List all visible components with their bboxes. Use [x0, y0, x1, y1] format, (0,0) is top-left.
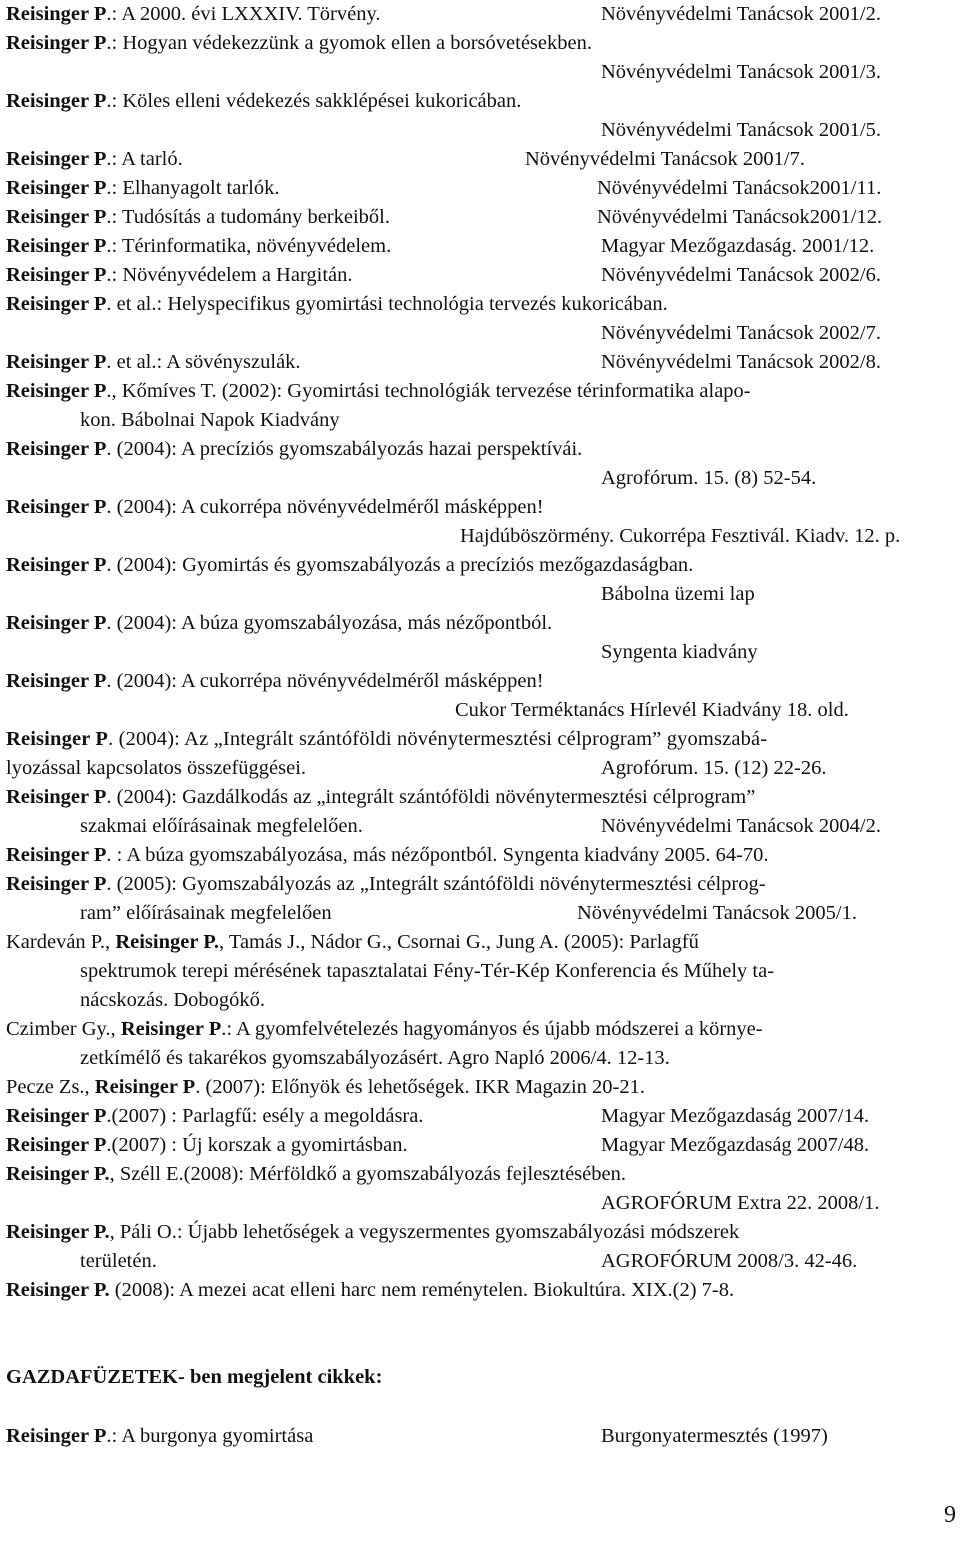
- author-name: Reisinger P: [6, 438, 107, 460]
- author-name: Reisinger P: [6, 1425, 107, 1447]
- author-name: Reisinger P: [6, 554, 107, 576]
- reference-continuation: nácskozás. Dobogókő.: [80, 989, 266, 1011]
- reference-source: Növényvédelmi Tanácsok 2001/7.: [525, 148, 806, 170]
- coauthor-prefix: Pecze Zs.,: [6, 1076, 95, 1098]
- reference-title: .: Köles elleni védekezés sakklépései kukoricában.: [106, 90, 522, 112]
- reference-source: AGROFÓRUM Extra 22. 2008/1.: [601, 1192, 880, 1214]
- reference-title: . : A búza gyomszabályozása, más nézőpontból. Syngenta kiadvány 2005. 64-70.: [106, 844, 769, 866]
- author-name: Reisinger P: [6, 351, 107, 373]
- author-name: Reisinger P: [6, 235, 107, 257]
- coauthor-prefix: Kardeván P.,: [6, 931, 116, 953]
- reference-title: , Páli O.: Újabb lehetőségek a vegyszermentes gyomszabályozási módszerek: [109, 1221, 740, 1243]
- reference-title: . et al.: Helyspecifikus gyomirtási technológia tervezés kukoricában.: [106, 293, 668, 315]
- reference-line: [6, 1015, 763, 1043]
- reference-title: . (2004): Az „Integrált szántóföldi növénytermesztési célprogram” gyomszabá-: [108, 728, 768, 750]
- author-name: Reisinger P: [6, 32, 107, 54]
- reference-title: ., Kőmíves T. (2002): Gyomirtási technológiák tervezése térinformatika alapo-: [106, 380, 751, 402]
- reference-line: [6, 783, 755, 811]
- coauthor-prefix: Czimber Gy.,: [6, 1018, 121, 1040]
- reference-title: .: A burgonya gyomirtása: [106, 1425, 314, 1447]
- author-name: Reisinger P: [6, 786, 107, 808]
- reference-title: , Széll E.(2008): Mérföldkő a gyomszabályozás fejlesztésében.: [109, 1163, 626, 1185]
- reference-title: , Tamás J., Nádor G., Csornai G., Jung A. (2005): Parlagfű: [218, 931, 699, 953]
- reference-line: [6, 609, 552, 637]
- author-name: Reisinger P: [6, 3, 107, 25]
- reference-line: [6, 0, 380, 28]
- reference-source: Bábolna üzemi lap: [601, 583, 755, 605]
- reference-line: [6, 232, 391, 260]
- reference-source: Növényvédelmi Tanácsok 2005/1.: [577, 902, 858, 924]
- reference-title: .: Tudósítás a tudomány berkeiből.: [106, 206, 390, 228]
- author-name: Reisinger P.: [6, 1279, 110, 1301]
- reference-title: .(2007) : Új korszak a gyomirtásban.: [106, 1134, 408, 1156]
- reference-title: .: A gyomfelvételezés hagyományos és újabb módszerei a környe-: [221, 1018, 763, 1040]
- reference-line: [6, 174, 279, 202]
- reference-line: [6, 261, 353, 289]
- section-heading: GAZDAFÜZETEK- ben megjelent cikkek:: [6, 1366, 383, 1388]
- reference-title: .: Hogyan védekezzünk a gyomok ellen a borsóvetésekben.: [106, 32, 592, 54]
- reference-line: [6, 551, 693, 579]
- reference-title: .: Térinformatika, növényvédelem.: [106, 235, 392, 257]
- reference-title: .: A 2000. évi LXXXIV. Törvény.: [106, 3, 381, 25]
- reference-title: . et al.: A sövényszulák.: [106, 351, 301, 373]
- reference-title: . (2004): A cukorrépa növényvédelméről másképpen!: [106, 496, 544, 518]
- author-name: Reisinger P: [6, 380, 107, 402]
- reference-line: [6, 1422, 313, 1450]
- reference-source: Növényvédelmi Tanácsok 2002/7.: [601, 322, 882, 344]
- reference-line: [6, 1276, 734, 1304]
- reference-line: [6, 667, 544, 695]
- reference-source: Növényvédelmi Tanácsok2001/12.: [597, 206, 883, 228]
- reference-source: Agrofórum. 15. (12) 22-26.: [601, 757, 827, 779]
- author-name: Reisinger P.: [115, 931, 219, 953]
- reference-line: [6, 1073, 645, 1101]
- author-name: Reisinger P: [6, 293, 107, 315]
- author-name: Reisinger P: [6, 148, 107, 170]
- author-name: Reisinger P: [6, 1134, 107, 1156]
- reference-source: Növényvédelmi Tanácsok 2001/2.: [601, 3, 882, 25]
- author-name: Reisinger P: [94, 1076, 196, 1098]
- reference-line: [6, 29, 592, 57]
- reference-continuation: területén.: [80, 1250, 157, 1272]
- author-name: Reisinger P: [6, 1105, 107, 1127]
- reference-line: [6, 870, 766, 898]
- reference-source: Növényvédelmi Tanácsok 2001/3.: [601, 61, 882, 83]
- reference-title: . (2004): A cukorrépa növényvédelméről másképpen!: [106, 670, 544, 692]
- reference-source: Syngenta kiadvány: [601, 641, 758, 663]
- reference-line: [6, 1218, 739, 1246]
- reference-line: [6, 203, 390, 231]
- reference-title: (2008): A mezei acat elleni harc nem reménytelen. Biokultúra. XIX.(2) 7-8.: [109, 1279, 735, 1301]
- reference-title: . (2007): Előnyök és lehetőségek. IKR Magazin 20-21.: [195, 1076, 645, 1098]
- reference-line: [6, 435, 582, 463]
- reference-continuation: zetkímélő és takarékos gyomszabályozásért. Agro Napló 2006/4. 12-13.: [80, 1047, 670, 1069]
- reference-title: . (2004): A precíziós gyomszabályozás hazai perspektívái.: [106, 438, 583, 460]
- reference-title: .(2007) : Parlagfű: esély a megoldásra.: [106, 1105, 424, 1127]
- reference-line: [6, 1102, 424, 1130]
- reference-continuation: ram” előírásainak megfelelően: [80, 902, 332, 924]
- author-name: Reisinger P.: [6, 1163, 110, 1185]
- reference-source: Magyar Mezőgazdaság 2007/48.: [601, 1134, 870, 1156]
- reference-source: Magyar Mezőgazdaság 2007/14.: [601, 1105, 870, 1127]
- reference-line: [6, 145, 183, 173]
- reference-source: Növényvédelmi Tanácsok2001/11.: [597, 177, 882, 199]
- reference-line: [6, 841, 769, 869]
- reference-line: [6, 493, 544, 521]
- reference-title: .: A tarló.: [106, 148, 183, 170]
- reference-source: Növényvédelmi Tanácsok 2002/6.: [601, 264, 882, 286]
- author-name: Reisinger P.: [6, 1221, 110, 1243]
- reference-line: [6, 1160, 626, 1188]
- author-name: Reisinger P: [6, 496, 107, 518]
- reference-title: .: Elhanyagolt tarlók.: [106, 177, 280, 199]
- reference-title: . (2005): Gyomszabályozás az „Integrált szántóföldi növénytermesztési célprog-: [106, 873, 766, 895]
- page-number: 9: [944, 1502, 956, 1528]
- reference-source: Növényvédelmi Tanácsok 2001/5.: [601, 119, 882, 141]
- reference-title: . (2004): Gazdálkodás az „integrált szántóföldi növénytermesztési célprogram”: [106, 786, 756, 808]
- reference-source: Hajdúböszörmény. Cukorrépa Fesztivál. Kiadv. 12. p.: [460, 525, 901, 547]
- author-name: Reisinger P: [6, 264, 107, 286]
- reference-source: Cukor Terméktanács Hírlevél Kiadvány 18. old.: [455, 699, 849, 721]
- reference-source: AGROFÓRUM 2008/3. 42-46.: [601, 1250, 858, 1272]
- author-name: Reisinger P: [6, 873, 107, 895]
- reference-continuation: lyozással kapcsolatos összefüggései.: [6, 757, 307, 779]
- author-name: Reisinger P: [6, 670, 107, 692]
- author-name: Reisinger P: [6, 177, 107, 199]
- author-name: Reisinger P: [120, 1018, 222, 1040]
- author-name: Reisinger P: [6, 206, 107, 228]
- reference-continuation: szakmai előírásainak megfelelően.: [80, 815, 363, 837]
- reference-source: Növényvédelmi Tanácsok 2002/8.: [601, 351, 882, 373]
- reference-line: [6, 87, 521, 115]
- reference-line: [6, 377, 751, 405]
- reference-title: . (2004): Gyomirtás és gyomszabályozás a precíziós mezőgazdaságban.: [106, 554, 694, 576]
- reference-source: Magyar Mezőgazdaság. 2001/12.: [601, 235, 875, 257]
- reference-line: [6, 725, 767, 753]
- reference-continuation: spektrumok terepi mérésének tapasztalatai Fény-Tér-Kép Konferencia és Műhely ta-: [80, 960, 775, 982]
- reference-title: .: Növényvédelem a Hargitán.: [106, 264, 353, 286]
- reference-line: [6, 928, 699, 956]
- author-name: Reisinger P: [6, 612, 107, 634]
- reference-continuation: kon. Bábolnai Napok Kiadvány: [80, 409, 340, 431]
- author-name: Reisinger P: [6, 728, 109, 750]
- reference-source: Agrofórum. 15. (8) 52-54.: [601, 467, 817, 489]
- reference-source: Burgonyatermesztés (1997): [601, 1425, 828, 1447]
- reference-line: [6, 348, 301, 376]
- reference-source: Növényvédelmi Tanácsok 2004/2.: [601, 815, 882, 837]
- author-name: Reisinger P: [6, 90, 107, 112]
- reference-line: [6, 1131, 408, 1159]
- reference-line: [6, 290, 668, 318]
- author-name: Reisinger P: [6, 844, 107, 866]
- reference-title: . (2004): A búza gyomszabályozása, más nézőpontból.: [106, 612, 553, 634]
